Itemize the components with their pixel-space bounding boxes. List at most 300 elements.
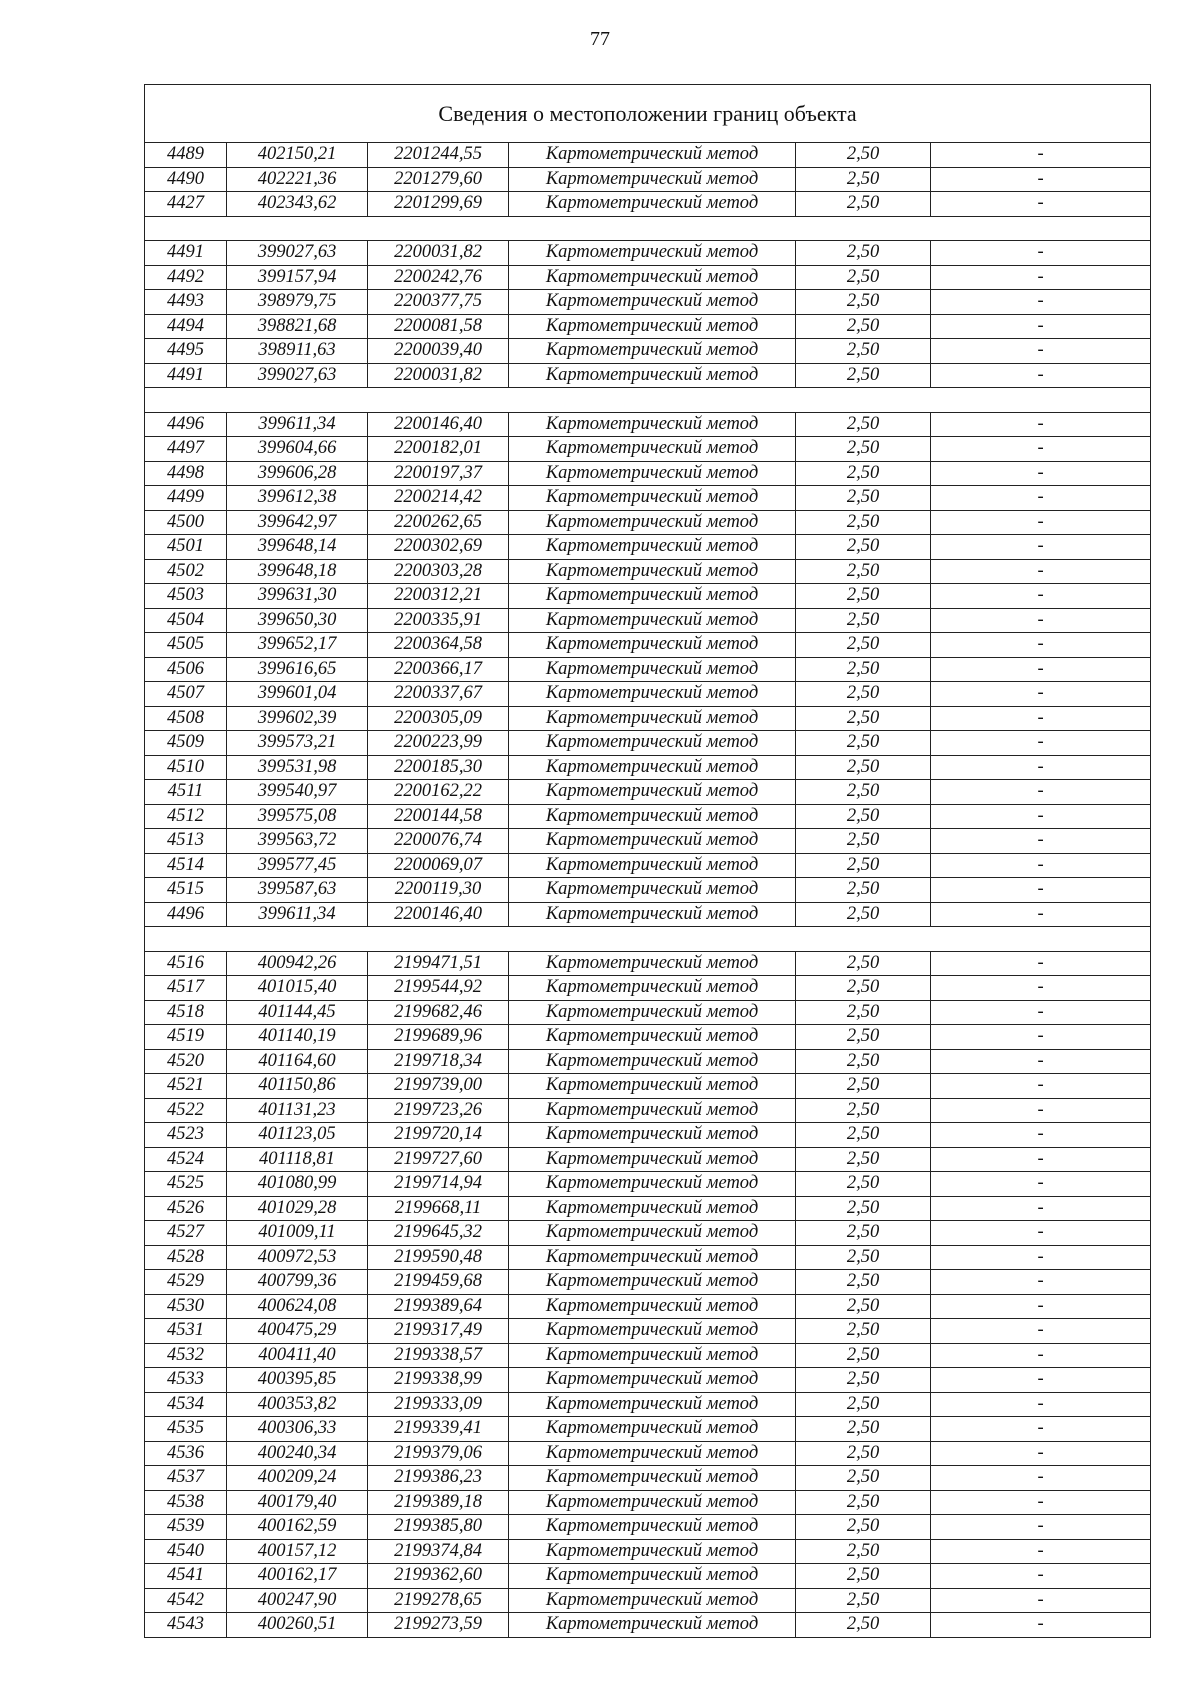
accuracy-cell: 2,50: [796, 1221, 931, 1246]
accuracy-cell: 2,50: [796, 633, 931, 658]
x-coordinate-cell: 402343,62: [227, 192, 368, 217]
x-coordinate-cell: 399606,28: [227, 461, 368, 486]
x-coordinate-cell: 401140,19: [227, 1025, 368, 1050]
method-cell: Картометрический метод: [509, 878, 796, 903]
description-cell: -: [931, 1147, 1151, 1172]
method-cell: Картометрический метод: [509, 314, 796, 339]
accuracy-cell: 2,50: [796, 804, 931, 829]
point-number-cell: 4506: [145, 657, 227, 682]
point-number-cell: 4538: [145, 1490, 227, 1515]
y-coordinate-cell: 2200031,82: [368, 241, 509, 266]
y-coordinate-cell: 2200076,74: [368, 829, 509, 854]
method-cell: Картометрический метод: [509, 1000, 796, 1025]
y-coordinate-cell: 2199389,64: [368, 1294, 509, 1319]
accuracy-cell: 2,50: [796, 1294, 931, 1319]
method-cell: Картометрический метод: [509, 412, 796, 437]
y-coordinate-cell: 2199278,65: [368, 1588, 509, 1613]
method-cell: Картометрический метод: [509, 780, 796, 805]
y-coordinate-cell: 2200081,58: [368, 314, 509, 339]
description-cell: -: [931, 755, 1151, 780]
point-number-cell: 4508: [145, 706, 227, 731]
table-row: [145, 265, 1151, 290]
point-number-cell: 4518: [145, 1000, 227, 1025]
description-cell: -: [931, 265, 1151, 290]
x-coordinate-cell: 399648,18: [227, 559, 368, 584]
description-cell: -: [931, 1539, 1151, 1564]
y-coordinate-cell: 2200337,67: [368, 682, 509, 707]
y-coordinate-cell: 2199385,80: [368, 1515, 509, 1540]
point-number-cell: 4498: [145, 461, 227, 486]
y-coordinate-cell: 2200031,82: [368, 363, 509, 388]
point-number-cell: 4500: [145, 510, 227, 535]
x-coordinate-cell: 399650,30: [227, 608, 368, 633]
accuracy-cell: 2,50: [796, 192, 931, 217]
accuracy-cell: 2,50: [796, 1270, 931, 1295]
method-cell: Картометрический метод: [509, 1343, 796, 1368]
table-row: [145, 1147, 1151, 1172]
method-cell: Картометрический метод: [509, 437, 796, 462]
accuracy-cell: 2,50: [796, 1613, 931, 1638]
x-coordinate-cell: 401150,86: [227, 1074, 368, 1099]
point-number-cell: 4532: [145, 1343, 227, 1368]
table-row: [145, 241, 1151, 266]
x-coordinate-cell: 399616,65: [227, 657, 368, 682]
y-coordinate-cell: 2199718,34: [368, 1049, 509, 1074]
method-cell: Картометрический метод: [509, 265, 796, 290]
description-cell: -: [931, 510, 1151, 535]
point-number-cell: 4542: [145, 1588, 227, 1613]
x-coordinate-cell: 400972,53: [227, 1245, 368, 1270]
x-coordinate-cell: 400157,12: [227, 1539, 368, 1564]
table-row: [145, 1196, 1151, 1221]
accuracy-cell: 2,50: [796, 1245, 931, 1270]
x-coordinate-cell: 400247,90: [227, 1588, 368, 1613]
table-row: [145, 1417, 1151, 1442]
description-cell: -: [931, 1368, 1151, 1393]
x-coordinate-cell: 402221,36: [227, 167, 368, 192]
y-coordinate-cell: 2200144,58: [368, 804, 509, 829]
point-number-cell: 4490: [145, 167, 227, 192]
x-coordinate-cell: 400411,40: [227, 1343, 368, 1368]
description-cell: -: [931, 731, 1151, 756]
method-cell: Картометрический метод: [509, 584, 796, 609]
description-cell: -: [931, 461, 1151, 486]
method-cell: Картометрический метод: [509, 143, 796, 168]
group-separator-row: [145, 216, 1151, 241]
method-cell: Картометрический метод: [509, 1049, 796, 1074]
x-coordinate-cell: 399531,98: [227, 755, 368, 780]
description-cell: -: [931, 1417, 1151, 1442]
y-coordinate-cell: 2200303,28: [368, 559, 509, 584]
x-coordinate-cell: 399157,94: [227, 265, 368, 290]
table-row: [145, 1319, 1151, 1344]
accuracy-cell: 2,50: [796, 657, 931, 682]
method-cell: Картометрический метод: [509, 1515, 796, 1540]
method-cell: Картометрический метод: [509, 976, 796, 1001]
description-cell: -: [931, 853, 1151, 878]
x-coordinate-cell: 400240,34: [227, 1441, 368, 1466]
point-number-cell: 4533: [145, 1368, 227, 1393]
y-coordinate-cell: 2200364,58: [368, 633, 509, 658]
x-coordinate-cell: 399642,97: [227, 510, 368, 535]
point-number-cell: 4511: [145, 780, 227, 805]
description-cell: -: [931, 1025, 1151, 1050]
y-coordinate-cell: 2200335,91: [368, 608, 509, 633]
method-cell: Картометрический метод: [509, 339, 796, 364]
table-row: [145, 1049, 1151, 1074]
x-coordinate-cell: 399611,34: [227, 902, 368, 927]
x-coordinate-cell: 400209,24: [227, 1466, 368, 1491]
method-cell: Картометрический метод: [509, 290, 796, 315]
point-number-cell: 4540: [145, 1539, 227, 1564]
x-coordinate-cell: 400942,26: [227, 951, 368, 976]
x-coordinate-cell: 399604,66: [227, 437, 368, 462]
y-coordinate-cell: 2201279,60: [368, 167, 509, 192]
point-number-cell: 4527: [145, 1221, 227, 1246]
method-cell: Картометрический метод: [509, 1613, 796, 1638]
method-cell: Картометрический метод: [509, 682, 796, 707]
x-coordinate-cell: 399612,38: [227, 486, 368, 511]
description-cell: -: [931, 314, 1151, 339]
x-coordinate-cell: 400353,82: [227, 1392, 368, 1417]
point-number-cell: 4509: [145, 731, 227, 756]
accuracy-cell: 2,50: [796, 829, 931, 854]
accuracy-cell: 2,50: [796, 1564, 931, 1589]
table-row: [145, 314, 1151, 339]
point-number-cell: 4502: [145, 559, 227, 584]
group-separator-cell: [145, 388, 1151, 413]
method-cell: Картометрический метод: [509, 657, 796, 682]
y-coordinate-cell: 2199338,99: [368, 1368, 509, 1393]
table-row: [145, 1564, 1151, 1589]
point-number-cell: 4522: [145, 1098, 227, 1123]
point-number-cell: 4515: [145, 878, 227, 903]
point-number-cell: 4530: [145, 1294, 227, 1319]
accuracy-cell: 2,50: [796, 339, 931, 364]
group-separator-row: [145, 388, 1151, 413]
accuracy-cell: 2,50: [796, 1588, 931, 1613]
x-coordinate-cell: 399573,21: [227, 731, 368, 756]
method-cell: Картометрический метод: [509, 1270, 796, 1295]
description-cell: -: [931, 143, 1151, 168]
x-coordinate-cell: 400260,51: [227, 1613, 368, 1638]
y-coordinate-cell: 2199668,11: [368, 1196, 509, 1221]
method-cell: Картометрический метод: [509, 951, 796, 976]
y-coordinate-cell: 2199273,59: [368, 1613, 509, 1638]
point-number-cell: 4499: [145, 486, 227, 511]
point-number-cell: 4495: [145, 339, 227, 364]
point-number-cell: 4489: [145, 143, 227, 168]
method-cell: Картометрический метод: [509, 1025, 796, 1050]
point-number-cell: 4536: [145, 1441, 227, 1466]
accuracy-cell: 2,50: [796, 951, 931, 976]
method-cell: Картометрический метод: [509, 1245, 796, 1270]
accuracy-cell: 2,50: [796, 584, 931, 609]
table-row: [145, 780, 1151, 805]
description-cell: -: [931, 241, 1151, 266]
description-cell: -: [931, 559, 1151, 584]
description-cell: -: [931, 1490, 1151, 1515]
accuracy-cell: 2,50: [796, 265, 931, 290]
method-cell: Картометрический метод: [509, 1196, 796, 1221]
table-row: [145, 363, 1151, 388]
point-number-cell: 4523: [145, 1123, 227, 1148]
x-coordinate-cell: 399631,30: [227, 584, 368, 609]
method-cell: Картометрический метод: [509, 853, 796, 878]
description-cell: -: [931, 290, 1151, 315]
accuracy-cell: 2,50: [796, 437, 931, 462]
table-row: [145, 584, 1151, 609]
accuracy-cell: 2,50: [796, 878, 931, 903]
table-body: [145, 85, 1151, 1638]
point-number-cell: 4491: [145, 363, 227, 388]
description-cell: -: [931, 1049, 1151, 1074]
accuracy-cell: 2,50: [796, 1392, 931, 1417]
accuracy-cell: 2,50: [796, 1515, 931, 1540]
description-cell: -: [931, 1441, 1151, 1466]
y-coordinate-cell: 2200146,40: [368, 412, 509, 437]
accuracy-cell: 2,50: [796, 1441, 931, 1466]
x-coordinate-cell: 401009,11: [227, 1221, 368, 1246]
y-coordinate-cell: 2199459,68: [368, 1270, 509, 1295]
y-coordinate-cell: 2200302,69: [368, 535, 509, 560]
table-row: [145, 1588, 1151, 1613]
table-row: [145, 1025, 1151, 1050]
x-coordinate-cell: 399648,14: [227, 535, 368, 560]
table-row: [145, 1294, 1151, 1319]
y-coordinate-cell: 2200377,75: [368, 290, 509, 315]
point-number-cell: 4504: [145, 608, 227, 633]
method-cell: Картометрический метод: [509, 731, 796, 756]
table-row: [145, 1270, 1151, 1295]
description-cell: -: [931, 706, 1151, 731]
accuracy-cell: 2,50: [796, 143, 931, 168]
x-coordinate-cell: 398911,63: [227, 339, 368, 364]
y-coordinate-cell: 2200305,09: [368, 706, 509, 731]
y-coordinate-cell: 2199645,32: [368, 1221, 509, 1246]
x-coordinate-cell: 399577,45: [227, 853, 368, 878]
table-row: [145, 1490, 1151, 1515]
description-cell: -: [931, 780, 1151, 805]
x-coordinate-cell: 398821,68: [227, 314, 368, 339]
y-coordinate-cell: 2199739,00: [368, 1074, 509, 1099]
table-row: [145, 633, 1151, 658]
description-cell: -: [931, 1123, 1151, 1148]
y-coordinate-cell: 2200223,99: [368, 731, 509, 756]
x-coordinate-cell: 399027,63: [227, 363, 368, 388]
accuracy-cell: 2,50: [796, 706, 931, 731]
description-cell: -: [931, 1270, 1151, 1295]
accuracy-cell: 2,50: [796, 1123, 931, 1148]
point-number-cell: 4520: [145, 1049, 227, 1074]
table-title-row: [145, 85, 1151, 143]
method-cell: Картометрический метод: [509, 1564, 796, 1589]
description-cell: -: [931, 1000, 1151, 1025]
method-cell: Картометрический метод: [509, 1368, 796, 1393]
method-cell: Картометрический метод: [509, 1490, 796, 1515]
method-cell: Картометрический метод: [509, 1392, 796, 1417]
table-row: [145, 167, 1151, 192]
description-cell: -: [931, 682, 1151, 707]
accuracy-cell: 2,50: [796, 780, 931, 805]
y-coordinate-cell: 2200312,21: [368, 584, 509, 609]
point-number-cell: 4507: [145, 682, 227, 707]
boundary-coordinates-table: [144, 84, 1151, 1638]
point-number-cell: 4528: [145, 1245, 227, 1270]
y-coordinate-cell: 2200162,22: [368, 780, 509, 805]
point-number-cell: 4541: [145, 1564, 227, 1589]
table-row: [145, 976, 1151, 1001]
table-row: [145, 143, 1151, 168]
table-row: [145, 1343, 1151, 1368]
x-coordinate-cell: 401131,23: [227, 1098, 368, 1123]
table-row: [145, 1539, 1151, 1564]
method-cell: Картометрический метод: [509, 1294, 796, 1319]
description-cell: -: [931, 633, 1151, 658]
method-cell: Картометрический метод: [509, 1319, 796, 1344]
method-cell: Картометрический метод: [509, 1098, 796, 1123]
table-row: [145, 510, 1151, 535]
point-number-cell: 4494: [145, 314, 227, 339]
accuracy-cell: 2,50: [796, 1539, 931, 1564]
accuracy-cell: 2,50: [796, 1098, 931, 1123]
description-cell: -: [931, 1319, 1151, 1344]
description-cell: -: [931, 535, 1151, 560]
accuracy-cell: 2,50: [796, 510, 931, 535]
x-coordinate-cell: 399587,63: [227, 878, 368, 903]
x-coordinate-cell: 399575,08: [227, 804, 368, 829]
group-separator-row: [145, 927, 1151, 952]
table-row: [145, 1368, 1151, 1393]
point-number-cell: 4514: [145, 853, 227, 878]
point-number-cell: 4496: [145, 412, 227, 437]
accuracy-cell: 2,50: [796, 1319, 931, 1344]
method-cell: Картометрический метод: [509, 1417, 796, 1442]
group-separator-cell: [145, 216, 1151, 241]
point-number-cell: 4543: [145, 1613, 227, 1638]
description-cell: -: [931, 363, 1151, 388]
description-cell: -: [931, 608, 1151, 633]
table-row: [145, 853, 1151, 878]
point-number-cell: 4516: [145, 951, 227, 976]
accuracy-cell: 2,50: [796, 290, 931, 315]
description-cell: -: [931, 951, 1151, 976]
accuracy-cell: 2,50: [796, 1172, 931, 1197]
point-number-cell: 4501: [145, 535, 227, 560]
description-cell: -: [931, 1588, 1151, 1613]
y-coordinate-cell: 2199317,49: [368, 1319, 509, 1344]
table-row: [145, 657, 1151, 682]
description-cell: -: [931, 1098, 1151, 1123]
accuracy-cell: 2,50: [796, 363, 931, 388]
table-row: [145, 951, 1151, 976]
method-cell: Картометрический метод: [509, 486, 796, 511]
accuracy-cell: 2,50: [796, 241, 931, 266]
accuracy-cell: 2,50: [796, 1490, 931, 1515]
method-cell: Картометрический метод: [509, 363, 796, 388]
table-row: [145, 1123, 1151, 1148]
y-coordinate-cell: 2199389,18: [368, 1490, 509, 1515]
x-coordinate-cell: 400179,40: [227, 1490, 368, 1515]
point-number-cell: 4427: [145, 192, 227, 217]
table-row: [145, 755, 1151, 780]
accuracy-cell: 2,50: [796, 461, 931, 486]
accuracy-cell: 2,50: [796, 755, 931, 780]
y-coordinate-cell: 2200119,30: [368, 878, 509, 903]
y-coordinate-cell: 2200242,76: [368, 265, 509, 290]
accuracy-cell: 2,50: [796, 1074, 931, 1099]
x-coordinate-cell: 402150,21: [227, 143, 368, 168]
x-coordinate-cell: 399602,39: [227, 706, 368, 731]
x-coordinate-cell: 399563,72: [227, 829, 368, 854]
method-cell: Картометрический метод: [509, 1147, 796, 1172]
x-coordinate-cell: 399652,17: [227, 633, 368, 658]
method-cell: Картометрический метод: [509, 1074, 796, 1099]
description-cell: -: [931, 1564, 1151, 1589]
accuracy-cell: 2,50: [796, 314, 931, 339]
table-row: [145, 486, 1151, 511]
table-row: [145, 192, 1151, 217]
point-number-cell: 4539: [145, 1515, 227, 1540]
method-cell: Картометрический метод: [509, 192, 796, 217]
x-coordinate-cell: 401144,45: [227, 1000, 368, 1025]
point-number-cell: 4492: [145, 265, 227, 290]
table-row: [145, 706, 1151, 731]
description-cell: -: [931, 1196, 1151, 1221]
x-coordinate-cell: 399601,04: [227, 682, 368, 707]
y-coordinate-cell: 2199544,92: [368, 976, 509, 1001]
table-row: [145, 461, 1151, 486]
point-number-cell: 4503: [145, 584, 227, 609]
table-row: [145, 1613, 1151, 1638]
point-number-cell: 4521: [145, 1074, 227, 1099]
description-cell: -: [931, 1613, 1151, 1638]
description-cell: -: [931, 486, 1151, 511]
y-coordinate-cell: 2199386,23: [368, 1466, 509, 1491]
point-number-cell: 4531: [145, 1319, 227, 1344]
accuracy-cell: 2,50: [796, 412, 931, 437]
description-cell: -: [931, 412, 1151, 437]
accuracy-cell: 2,50: [796, 559, 931, 584]
table-row: [145, 682, 1151, 707]
table-row: [145, 1441, 1151, 1466]
y-coordinate-cell: 2199682,46: [368, 1000, 509, 1025]
accuracy-cell: 2,50: [796, 1025, 931, 1050]
method-cell: Картометрический метод: [509, 167, 796, 192]
y-coordinate-cell: 2199471,51: [368, 951, 509, 976]
description-cell: -: [931, 192, 1151, 217]
x-coordinate-cell: 399611,34: [227, 412, 368, 437]
accuracy-cell: 2,50: [796, 682, 931, 707]
point-number-cell: 4537: [145, 1466, 227, 1491]
method-cell: Картометрический метод: [509, 608, 796, 633]
description-cell: -: [931, 437, 1151, 462]
point-number-cell: 4519: [145, 1025, 227, 1050]
point-number-cell: 4512: [145, 804, 227, 829]
accuracy-cell: 2,50: [796, 976, 931, 1001]
y-coordinate-cell: 2201244,55: [368, 143, 509, 168]
x-coordinate-cell: 401080,99: [227, 1172, 368, 1197]
point-number-cell: 4526: [145, 1196, 227, 1221]
y-coordinate-cell: 2199727,60: [368, 1147, 509, 1172]
accuracy-cell: 2,50: [796, 486, 931, 511]
y-coordinate-cell: 2200197,37: [368, 461, 509, 486]
x-coordinate-cell: 401164,60: [227, 1049, 368, 1074]
y-coordinate-cell: 2199714,94: [368, 1172, 509, 1197]
method-cell: Картометрический метод: [509, 1466, 796, 1491]
y-coordinate-cell: 2201299,69: [368, 192, 509, 217]
method-cell: Картометрический метод: [509, 559, 796, 584]
